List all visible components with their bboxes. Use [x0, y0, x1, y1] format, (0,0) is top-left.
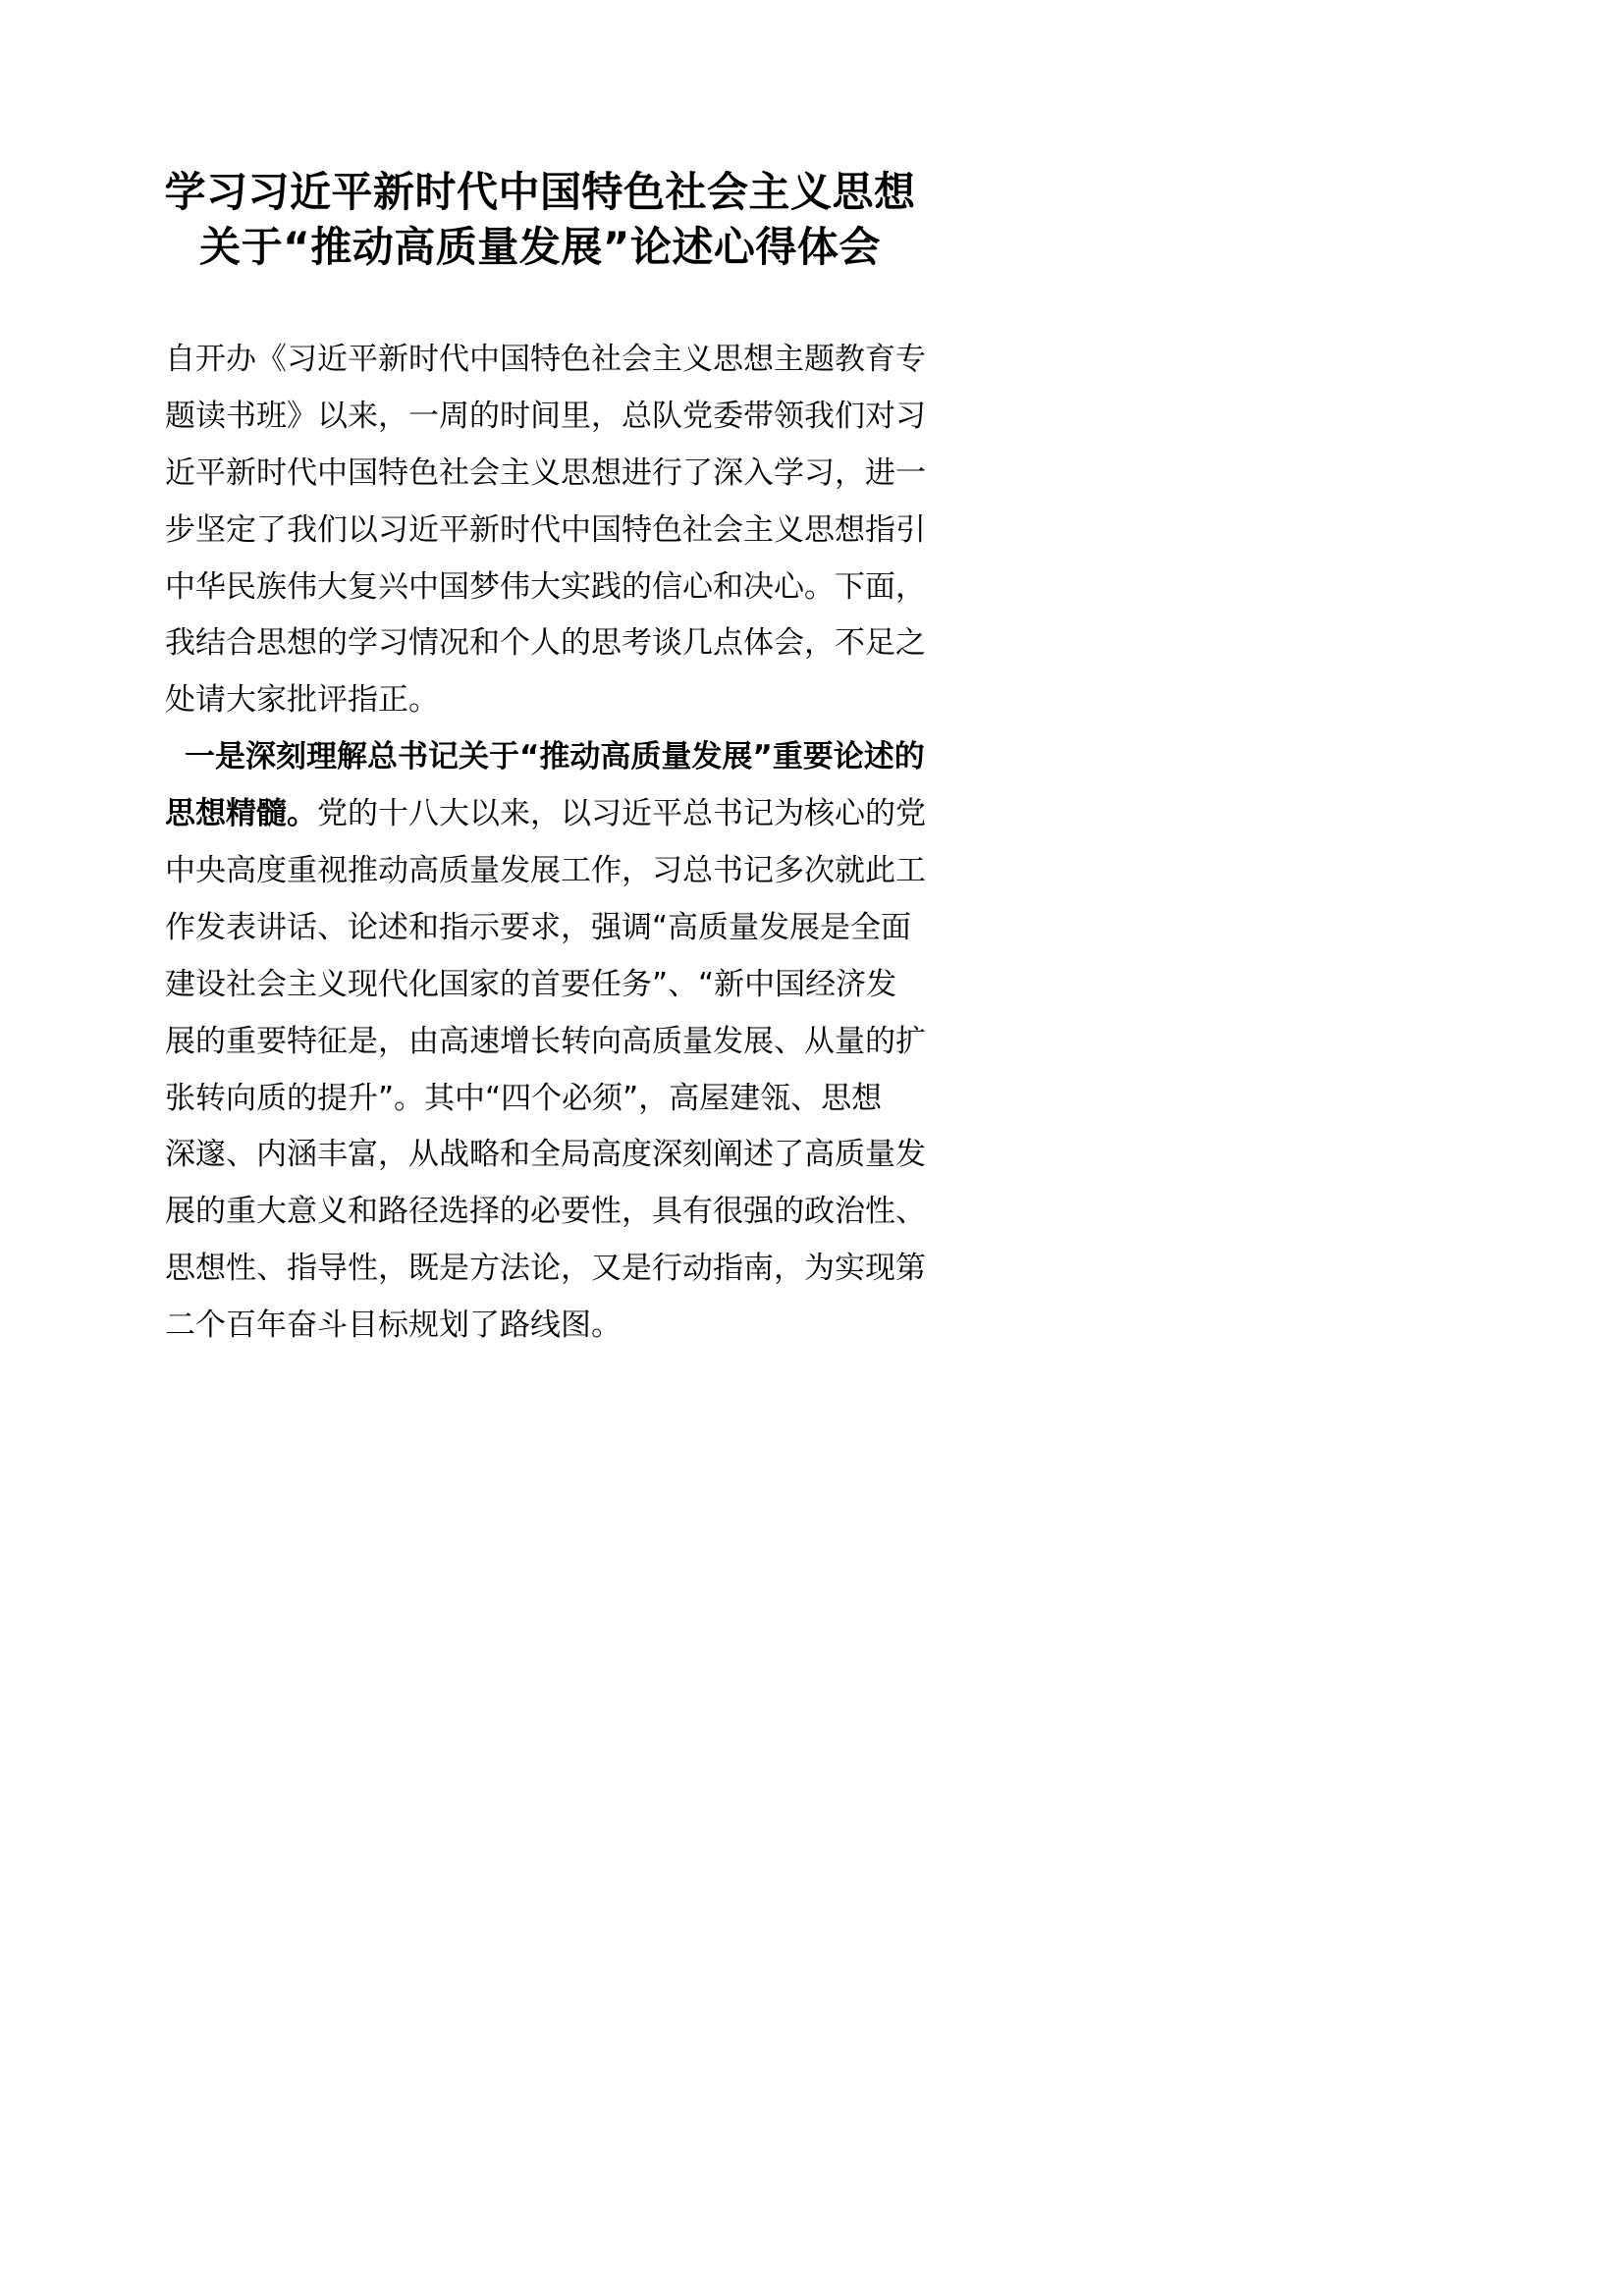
- paragraph-line: 展的重要特征是，由高速增长转向高质量发展、从量的扩: [165, 1023, 926, 1059]
- paragraph-intro: [165, 332, 926, 729]
- paragraph-line: 我结合思想的学习情况和个人的思考谈几点体会，不足之: [165, 625, 926, 662]
- section-heading-end: 思想精髓。: [165, 796, 317, 832]
- document-page: [0, 0, 1080, 1526]
- paragraph-line: 中央高度重视推动高质量发展工作，习总书记多次就此工: [165, 853, 926, 889]
- paragraph-line: 二个百年奋斗目标规划了路线图。: [165, 1308, 622, 1344]
- paragraph-line: 处请大家批评指正。: [165, 682, 439, 719]
- paragraph-line: 近平新时代中国特色社会主义思想进行了深入学习，进一: [165, 454, 926, 491]
- section-heading: 一是深刻理解总书记关于“推动高质量发展”重要论述的: [185, 739, 925, 775]
- paragraph-line: 张转向质的提升”。其中“四个必须”，高屋建瓴、思想: [165, 1080, 883, 1116]
- paragraph-line: 步坚定了我们以习近平新时代中国特色社会主义思想指引: [165, 511, 926, 548]
- paragraph-point-one: [165, 729, 926, 1355]
- paragraph-line: 深邃、内涵丰富，从战略和全局高度深刻阐述了高质量发: [165, 1137, 926, 1173]
- paragraph-line: 思想性、指导性，既是方法论，又是行动指南，为实现第: [165, 1251, 926, 1287]
- paragraph-line: 建设社会主义现代化国家的首要任务”、“新中国经济发: [165, 966, 897, 1002]
- title-line-2: 关于“推动高质量发展”论述心得体会: [199, 223, 881, 271]
- paragraph-line: 中华民族伟大复兴中国梦伟大实践的信心和决心。下面，: [165, 568, 926, 605]
- paragraph-line: 作发表讲话、论述和指示要求，强调“高质量发展是全面: [165, 909, 912, 945]
- paragraph-line: 自开办《习近平新时代中国特色社会主义思想主题教育专: [165, 342, 926, 377]
- document-title: [128, 165, 952, 275]
- paragraph-line-text: 党的十八大以来，以习近平总书记为核心的党: [317, 796, 926, 832]
- title-line-1: 学习习近平新时代中国特色社会主义思想: [164, 168, 916, 216]
- paragraph-line: 展的重大意义和路径选择的必要性，具有很强的政治性、: [165, 1194, 926, 1230]
- document-body: [165, 332, 926, 1355]
- paragraph-line: [165, 786, 926, 843]
- paragraph-line: 题读书班》以来，一周的时间里，总队党委带领我们对习: [165, 398, 926, 434]
